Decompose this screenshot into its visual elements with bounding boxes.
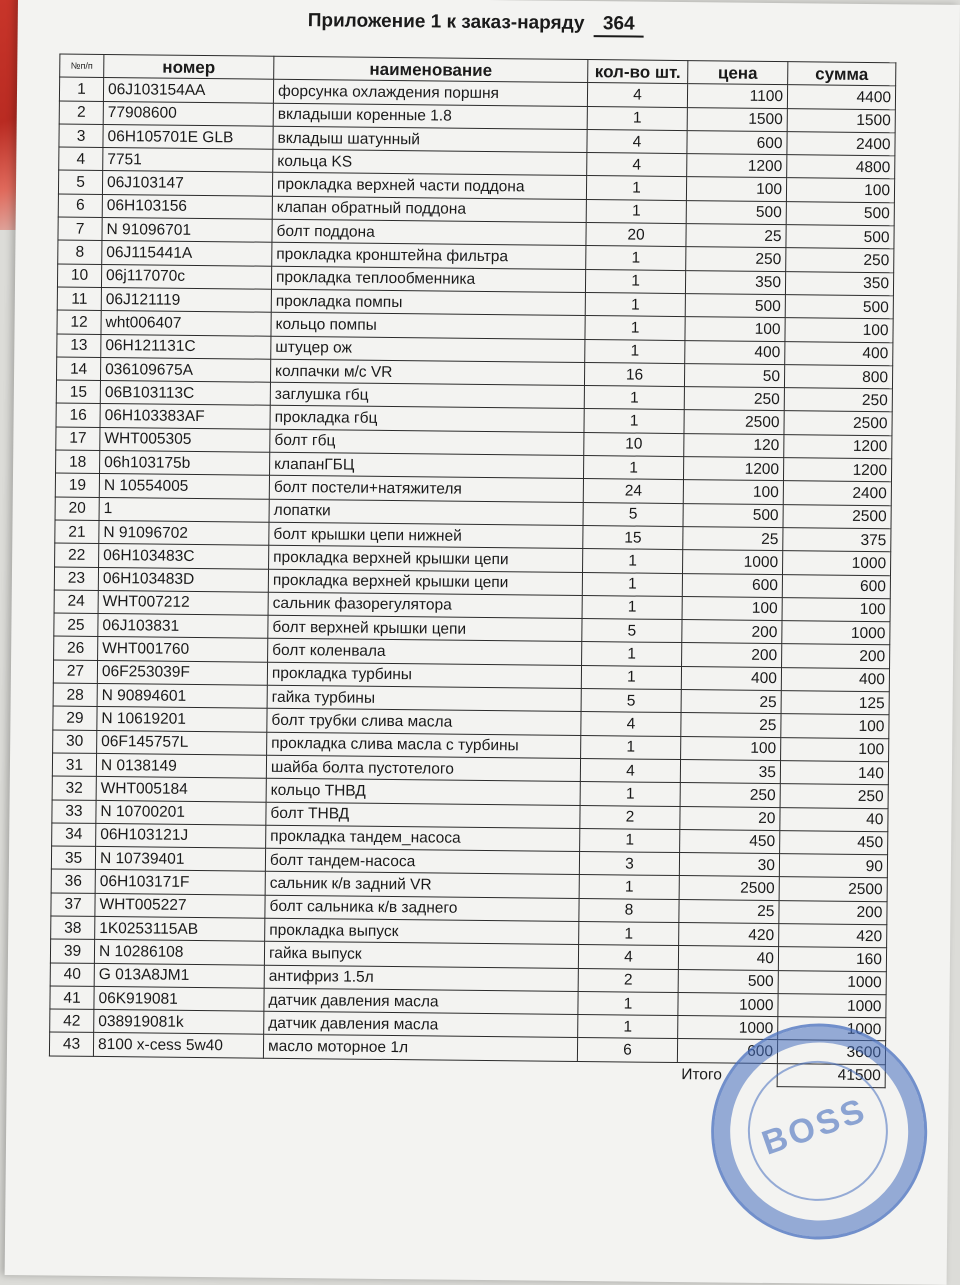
cell-nn: 22: [55, 543, 99, 567]
cell-name: антифриз 1.5л: [264, 965, 578, 992]
cell-qty: 1: [578, 991, 678, 1015]
cell-number: WHT005227: [95, 893, 265, 918]
cell-qty: 1: [580, 782, 680, 806]
cell-sum: 4400: [787, 85, 895, 109]
cell-qty: 4: [587, 129, 687, 153]
cell-number: 77908600: [103, 101, 273, 126]
cell-nn: 35: [51, 846, 95, 870]
document-title: [308, 10, 768, 39]
order-number: 364: [594, 13, 644, 38]
cell-qty: 1: [586, 199, 686, 223]
cell-number: 06H105701E GLB: [103, 124, 273, 149]
cell-sum: 1000: [778, 993, 886, 1017]
cell-qty: 1: [579, 875, 679, 899]
cell-qty: 1: [585, 292, 685, 316]
cell-nn: 24: [54, 590, 98, 614]
cell-price: 1500: [687, 107, 787, 131]
cell-name: прокладка кронштейна фильтра: [272, 243, 586, 270]
document-page: [5, 0, 960, 1285]
cell-qty: 1: [584, 386, 684, 410]
cell-qty: 24: [583, 479, 683, 503]
cell-nn: 29: [53, 706, 97, 730]
cell-sum: 100: [781, 714, 889, 738]
cell-name: датчик давления масла: [264, 988, 578, 1015]
cell-nn: 32: [52, 776, 96, 800]
cell-number: 06h103175b: [100, 450, 270, 475]
cell-nn: 25: [54, 613, 98, 637]
cell-number: 036109675A: [100, 357, 270, 382]
cell-number: 06H103483C: [99, 544, 269, 569]
cell-name: гайка турбины: [267, 685, 581, 712]
cell-price: 600: [682, 573, 782, 597]
cell-qty: 4: [578, 945, 678, 969]
cell-price: 250: [684, 387, 784, 411]
cell-nn: 42: [50, 1009, 94, 1033]
cell-price: 2500: [679, 876, 779, 900]
cell-name: клапанГБЦ: [270, 452, 584, 479]
cell-qty: 2: [578, 968, 678, 992]
cell-nn: 7: [58, 217, 102, 241]
header-nn: №п/п: [60, 54, 104, 78]
cell-nn: 36: [51, 869, 95, 893]
cell-number: N 90894601: [97, 683, 267, 708]
cell-nn: 43: [49, 1032, 93, 1056]
cell-qty: 8: [579, 898, 679, 922]
cell-name: болт верхней крышки цепи: [268, 615, 582, 642]
header-number: номер: [104, 54, 274, 79]
cell-sum: 375: [783, 528, 891, 552]
cell-number: 06F145757L: [97, 730, 267, 755]
cell-nn: 33: [52, 799, 96, 823]
cell-nn: 6: [58, 194, 102, 218]
cell-name: гайка выпуск: [264, 941, 578, 968]
cell-nn: 34: [52, 823, 96, 847]
cell-qty: 5: [583, 502, 683, 526]
cell-number: 06J103147: [102, 171, 272, 196]
title-prefix: Приложение 1 к заказ-наряду: [307, 10, 585, 35]
cell-nn: 10: [57, 264, 101, 288]
cell-nn: 16: [56, 403, 100, 427]
cell-name: болт тандем-насоса: [265, 848, 579, 875]
cell-nn: 3: [59, 124, 103, 148]
cell-number: 7751: [103, 148, 273, 173]
cell-nn: 8: [58, 240, 102, 264]
cell-qty: 4: [581, 712, 681, 736]
cell-sum: 1200: [783, 458, 891, 482]
cell-qty: 1: [585, 339, 685, 363]
cell-nn: 11: [57, 287, 101, 311]
cell-qty: 1: [583, 549, 683, 573]
cell-qty: 1: [582, 572, 682, 596]
cell-nn: 1: [59, 77, 103, 101]
cell-qty: 4: [580, 758, 680, 782]
cell-sum: 3600: [777, 1040, 885, 1064]
cell-nn: 4: [59, 147, 103, 171]
cell-price: 35: [680, 759, 780, 783]
cell-number: 06J121119: [101, 287, 271, 312]
cell-nn: 30: [53, 730, 97, 754]
cell-number: 8100 x-cess 5w40: [93, 1033, 263, 1058]
cell-qty: 1: [580, 828, 680, 852]
cell-nn: 27: [53, 660, 97, 684]
stamp-logo-text: BOSS: [757, 1090, 872, 1163]
cell-number: 06H103171F: [95, 870, 265, 895]
total-sum: 41500: [777, 1063, 885, 1087]
cell-price: 350: [685, 270, 785, 294]
cell-number: N 10700201: [96, 800, 266, 825]
cell-price: 120: [684, 433, 784, 457]
cell-price: 500: [685, 294, 785, 318]
cell-number: WHT007212: [98, 590, 268, 615]
cell-sum: 100: [785, 318, 893, 342]
cell-sum: 400: [785, 341, 893, 365]
cell-name: сальник фазорегулятора: [268, 592, 582, 619]
cell-price: 200: [682, 620, 782, 644]
cell-number: 06J103831: [98, 614, 268, 639]
cell-name: лопатки: [269, 499, 583, 526]
cell-sum: 100: [781, 737, 889, 761]
cell-price: 1000: [683, 550, 783, 574]
cell-name: вкладыш шатунный: [273, 126, 587, 153]
cell-sum: 1000: [778, 1017, 886, 1041]
cell-name: штуцер ож: [271, 336, 585, 363]
cell-nn: 17: [56, 427, 100, 451]
cell-price: 1200: [683, 457, 783, 481]
cell-sum: 2400: [787, 132, 895, 156]
cell-number: WHT005184: [96, 777, 266, 802]
cell-sum: 1000: [783, 551, 891, 575]
cell-name: болт гбц: [270, 429, 584, 456]
cell-sum: 250: [786, 248, 894, 272]
cell-sum: 2500: [784, 411, 892, 435]
header-name: наименование: [274, 56, 588, 83]
cell-price: 25: [686, 224, 786, 248]
cell-sum: 40: [780, 807, 888, 831]
cell-sum: 2400: [783, 481, 891, 505]
cell-price: 450: [680, 829, 780, 853]
cell-number: wht006407: [101, 311, 271, 336]
cell-price: 50: [684, 363, 784, 387]
cell-number: 06B103113C: [100, 381, 270, 406]
cell-number: N 10554005: [99, 474, 269, 499]
cell-sum: 100: [786, 178, 894, 202]
cell-price: 1100: [687, 84, 787, 108]
cell-qty: 5: [581, 689, 681, 713]
cell-name: шайба болта пустотелого: [266, 755, 580, 782]
cell-qty: 1: [582, 642, 682, 666]
cell-nn: 28: [53, 683, 97, 707]
cell-sum: 350: [785, 271, 893, 295]
cell-price: 100: [681, 736, 781, 760]
parts-table: [49, 54, 897, 1089]
cell-price: 200: [682, 643, 782, 667]
cell-qty: 16: [584, 362, 684, 386]
cell-nn: 20: [55, 497, 99, 521]
cell-qty: 1: [582, 595, 682, 619]
cell-sum: 4800: [787, 155, 895, 179]
cell-name: прокладка тандем_насоса: [266, 825, 580, 852]
cell-qty: 1: [579, 921, 679, 945]
cell-sum: 500: [786, 225, 894, 249]
cell-nn: 14: [56, 357, 100, 381]
cell-name: прокладка теплообменника: [271, 266, 585, 293]
cell-price: 100: [683, 480, 783, 504]
cell-qty: 2: [580, 805, 680, 829]
cell-price: 600: [687, 130, 787, 154]
cell-sum: 1500: [787, 108, 895, 132]
cell-qty: 1: [585, 269, 685, 293]
cell-sum: 100: [782, 597, 890, 621]
cell-sum: 160: [778, 947, 886, 971]
cell-number: 06H103483D: [98, 567, 268, 592]
cell-sum: 250: [780, 784, 888, 808]
cell-price: 100: [682, 596, 782, 620]
cell-name: масло моторное 1л: [263, 1035, 577, 1062]
cell-nn: 26: [54, 636, 98, 660]
cell-name: болт крышки цепи нижней: [269, 522, 583, 549]
cell-name: болт ТНВД: [266, 802, 580, 829]
cell-sum: 450: [780, 830, 888, 854]
cell-nn: 18: [56, 450, 100, 474]
cell-price: 20: [680, 806, 780, 830]
header-qty: кол-во шт.: [588, 60, 688, 84]
cell-number: N 0138149: [96, 753, 266, 778]
cell-number: N 91096702: [99, 520, 269, 545]
cell-number: 06H103156: [102, 194, 272, 219]
cell-nn: 19: [55, 473, 99, 497]
cell-name: кольцо помпы: [271, 313, 585, 340]
cell-number: N 91096701: [102, 218, 272, 243]
cell-qty: 15: [583, 525, 683, 549]
cell-name: кольца KS: [273, 149, 587, 176]
cell-sum: 420: [779, 924, 887, 948]
cell-sum: 2500: [779, 877, 887, 901]
cell-name: прокладка верхней крышки цепи: [269, 545, 583, 572]
cell-nn: 41: [50, 986, 94, 1010]
cell-nn: 31: [52, 753, 96, 777]
cell-price: 40: [678, 946, 778, 970]
header-price: цена: [688, 61, 788, 85]
cell-name: прокладка слива масла с турбины: [267, 732, 581, 759]
cell-price: 250: [680, 783, 780, 807]
cell-qty: 1: [585, 316, 685, 340]
cell-qty: 1: [586, 246, 686, 270]
cell-nn: 37: [51, 893, 95, 917]
cell-sum: 1000: [778, 970, 886, 994]
cell-name: болт сальника к/в заднего: [265, 895, 579, 922]
cell-sum: 500: [785, 295, 893, 319]
cell-qty: 1: [584, 409, 684, 433]
cell-number: G 013A8JM1: [94, 963, 264, 988]
cell-number: 1K0253115AB: [95, 916, 265, 941]
cell-sum: 1200: [784, 434, 892, 458]
cell-qty: 4: [587, 83, 687, 107]
cell-name: колпачки м/с VR: [270, 359, 584, 386]
cell-nn: 21: [55, 520, 99, 544]
cell-number: 06J103154AA: [103, 78, 273, 103]
cell-name: клапан обратный поддона: [272, 196, 586, 223]
cell-sum: 250: [784, 388, 892, 412]
cell-sum: 600: [782, 574, 890, 598]
header-sum: сумма: [788, 62, 896, 86]
cell-qty: 1: [578, 1015, 678, 1039]
cell-qty: 1: [583, 456, 683, 480]
cell-price: 100: [685, 317, 785, 341]
cell-qty: 1: [581, 735, 681, 759]
cell-name: болт коленвала: [268, 639, 582, 666]
cell-nn: 5: [58, 170, 102, 194]
cell-sum: 200: [782, 644, 890, 668]
cell-name: кольцо ТНВД: [266, 778, 580, 805]
cell-name: болт постели+натяжителя: [269, 476, 583, 503]
cell-sum: 90: [779, 854, 887, 878]
cell-name: болт трубки слива масла: [267, 709, 581, 736]
cell-name: форсунка охлаждения поршня: [273, 80, 587, 107]
cell-number: 06j117070c: [101, 264, 271, 289]
cell-nn: 39: [50, 939, 94, 963]
cell-sum: 140: [780, 761, 888, 785]
cell-price: 400: [685, 340, 785, 364]
cell-number: N 10286108: [94, 940, 264, 965]
cell-nn: 40: [50, 963, 94, 987]
cell-number: 06H103383AF: [100, 404, 270, 429]
cell-price: 1000: [678, 1016, 778, 1040]
cell-name: прокладка гбц: [270, 406, 584, 433]
cell-price: 30: [679, 853, 779, 877]
cell-nn: 38: [51, 916, 95, 940]
cell-price: 25: [681, 713, 781, 737]
cell-price: 600: [677, 1039, 777, 1063]
cell-name: датчик давления масла: [264, 1011, 578, 1038]
cell-sum: 500: [786, 201, 894, 225]
cell-price: 25: [683, 526, 783, 550]
cell-name: прокладка турбины: [267, 662, 581, 689]
cell-number: 06J115441A: [102, 241, 272, 266]
cell-price: 100: [686, 177, 786, 201]
cell-sum: 1000: [782, 621, 890, 645]
cell-nn: 2: [59, 101, 103, 125]
cell-price: 1200: [687, 154, 787, 178]
cell-nn: 12: [57, 310, 101, 334]
cell-name: болт поддона: [272, 219, 586, 246]
cell-qty: 1: [581, 665, 681, 689]
cell-nn: 13: [57, 334, 101, 358]
cell-number: 06K919081: [94, 986, 264, 1011]
cell-qty: 3: [579, 852, 679, 876]
cell-qty: 6: [577, 1038, 677, 1062]
cell-sum: 125: [781, 691, 889, 715]
cell-price: 250: [686, 247, 786, 271]
cell-price: 1000: [678, 992, 778, 1016]
cell-name: прокладка помпы: [271, 289, 585, 316]
cell-number: 06F253039F: [97, 660, 267, 685]
cell-price: 2500: [684, 410, 784, 434]
cell-qty: 5: [582, 619, 682, 643]
cell-price: 25: [679, 899, 779, 923]
cell-name: прокладка выпуск: [265, 918, 579, 945]
cell-sum: 200: [779, 900, 887, 924]
cell-name: прокладка верхней крышки цепи: [268, 569, 582, 596]
cell-name: вкладыши коренные 1.8: [273, 103, 587, 130]
cell-price: 500: [683, 503, 783, 527]
cell-number: WHT005305: [100, 427, 270, 452]
cell-price: 420: [679, 923, 779, 947]
cell-sum: 800: [784, 364, 892, 388]
cell-sum: 2500: [783, 504, 891, 528]
cell-sum: 400: [781, 667, 889, 691]
cell-number: N 10739401: [95, 847, 265, 872]
cell-price: 400: [681, 666, 781, 690]
cell-qty: 4: [587, 153, 687, 177]
cell-number: 1: [99, 497, 269, 522]
cell-price: 500: [686, 200, 786, 224]
total-label: Итого: [681, 1065, 722, 1084]
cell-qty: 10: [584, 432, 684, 456]
cell-qty: 1: [587, 106, 687, 130]
cell-qty: 20: [586, 223, 686, 247]
cell-number: 06H121131C: [101, 334, 271, 359]
cell-price: 25: [681, 690, 781, 714]
cell-name: заглушка гбц: [270, 382, 584, 409]
cell-nn: 23: [54, 567, 98, 591]
cell-price: 500: [678, 969, 778, 993]
cell-number: WHT001760: [98, 637, 268, 662]
cell-name: сальник к/в задний VR: [265, 872, 579, 899]
cell-qty: 1: [586, 176, 686, 200]
cell-number: 06H103121J: [96, 823, 266, 848]
cell-number: 038919081k: [94, 1010, 264, 1035]
cell-number: N 10619201: [97, 707, 267, 732]
cell-name: прокладка верхней части поддона: [272, 173, 586, 200]
cell-nn: 15: [56, 380, 100, 404]
